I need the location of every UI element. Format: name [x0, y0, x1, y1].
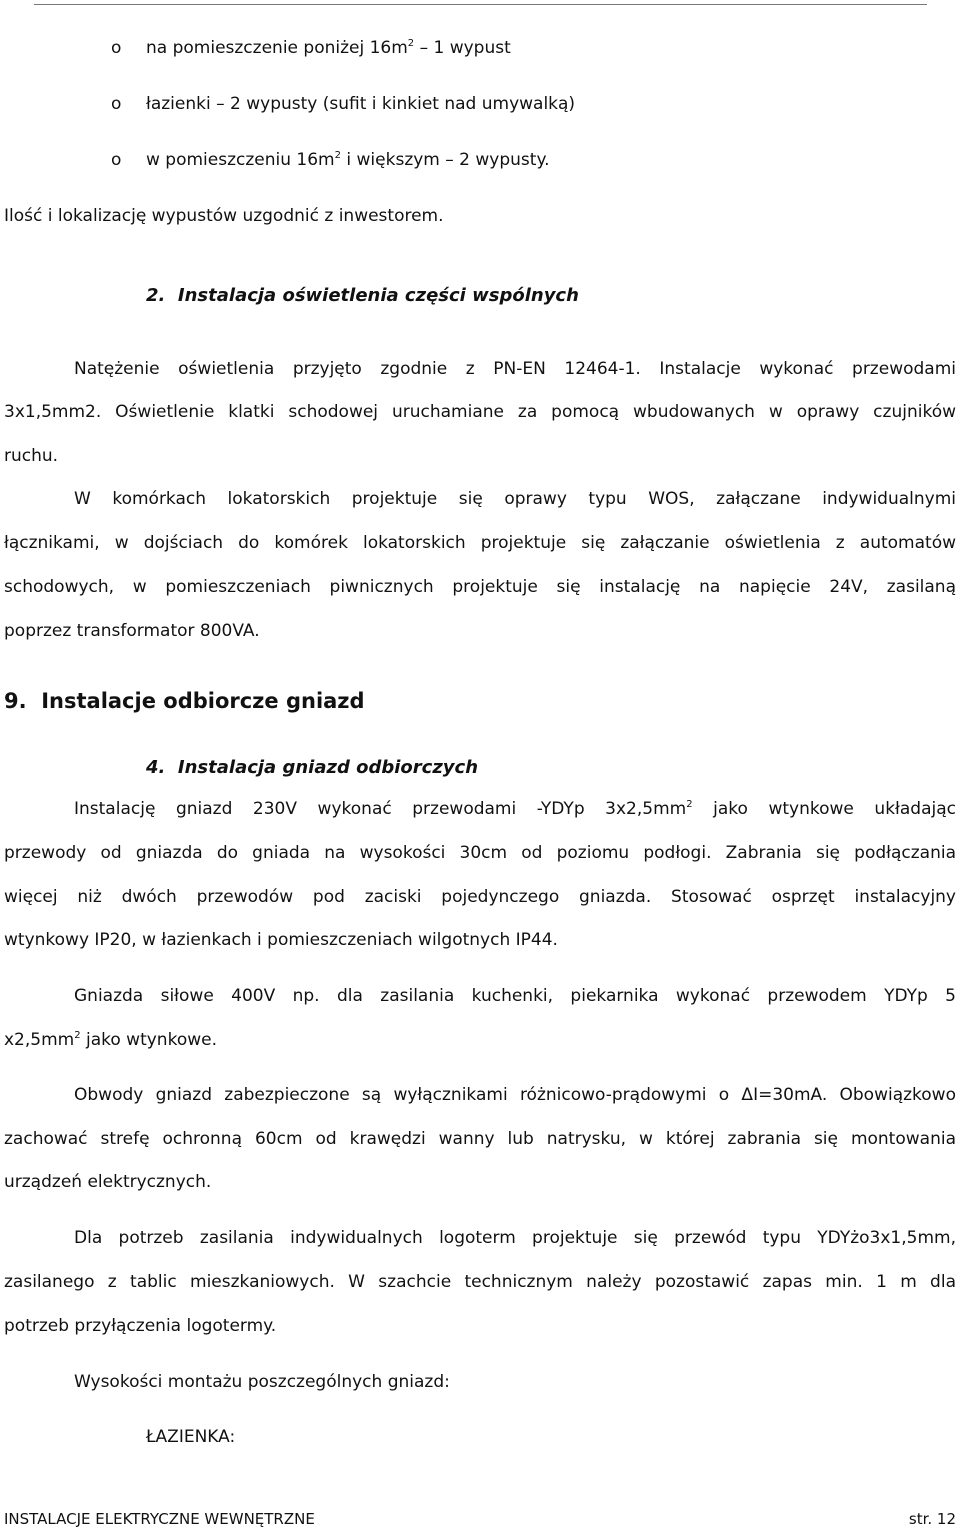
- text-line: zasilanego z tablic mieszkaniowych. W szachcie technicznym należy pozostawić zapas min. 1 m dla: [4, 1272, 956, 1292]
- text-line: łącznikami, w dojściach do komórek lokatorskich projektuje się załączanie oświetlenia z automatów: [4, 533, 956, 553]
- bullet-marker: o: [111, 38, 122, 58]
- bullet-marker: o: [111, 94, 122, 114]
- header-rule: [34, 4, 927, 5]
- text-line: Natężenie oświetlenia przyjęto zgodnie z PN-EN 12464-1. Instalacje wykonać przewodami: [74, 359, 956, 379]
- text-line: ruchu.: [4, 446, 59, 466]
- text-line: zachować strefę ochronną 60cm od krawędzi wanny lub natrysku, w której zabrania się montowania: [4, 1129, 956, 1149]
- text-line: urządzeń elektrycznych.: [4, 1172, 212, 1192]
- text-line: Instalację gniazd 230V wykonać przewodami -YDYp $3x2,5mm^2$ jako wtynkowe układając: [74, 799, 956, 819]
- text-line: $x2,5mm^2$ jako wtynkowe.: [4, 1030, 217, 1050]
- text-line: poprzez transformator 800VA.: [4, 621, 260, 641]
- list-item-text: łazienki – 2 wypusty (sufit i kinkiet nad umywalką): [146, 94, 576, 114]
- section-heading-socket-circuits: 4. Instalacja gniazd odbiorczych: [146, 757, 479, 778]
- text-line: potrzeb przyłączenia logotermy.: [4, 1316, 277, 1336]
- footer-page-number: str. 12: [908, 1510, 956, 1528]
- text-line: więcej niż dwóch przewodów pod zaciski pojedynczego gniazda. Stosować osprzęt instalacyjny: [4, 887, 956, 907]
- subheading-bathroom: ŁAZIENKA:: [146, 1427, 236, 1447]
- text-line: W komórkach lokatorskich projektuje się oprawy typu WOS, załączane indywidualnymi: [74, 489, 956, 509]
- paragraph-wypusty: Ilość i lokalizację wypustów uzgodnić z inwestorem.: [4, 206, 444, 226]
- paragraph-mounting-heights: Wysokości montażu poszczególnych gniazd:: [74, 1372, 450, 1392]
- section-heading-socket-installations: 9. Instalacje odbiorcze gniazd: [4, 689, 365, 713]
- section-heading-lighting-common: 2. Instalacja oświetlenia części wspólnych: [146, 285, 579, 306]
- bullet-marker: o: [111, 150, 122, 170]
- list-item-text: w pomieszczeniu $16m^2$ i większym – 2 wypusty.: [146, 150, 550, 170]
- footer-title: INSTALACJE ELEKTRYCZNE WEWNĘTRZNE: [4, 1510, 315, 1528]
- text-line: schodowych, w pomieszczeniach piwnicznych projektuje się instalację na napięcie 24V, zasilaną: [4, 577, 956, 597]
- text-line: przewody od gniazda do gniada na wysokości 30cm od poziomu podłogi. Zabrania się podłączania: [4, 843, 956, 863]
- text-line: 3x1,5mm2. Oświetlenie klatki schodowej uruchamiane za pomocą wbudowanych w oprawy czujników: [4, 402, 956, 422]
- list-item-text: na pomieszczenie poniżej $16m^2 - 1$ wypust: [146, 38, 511, 58]
- text-line: wtynkowy IP20, w łazienkach i pomieszczeniach wilgotnych IP44.: [4, 930, 558, 950]
- text-line: Gniazda siłowe 400V np. dla zasilania kuchenki, piekarnika wykonać przewodem YDYp 5: [74, 986, 956, 1006]
- text-line: Obwody gniazd zabezpieczone są wyłącznikami różnicowo-prądowymi o ΔI=30mA. Obowiązkowo: [74, 1085, 956, 1105]
- text-line: Dla potrzeb zasilania indywidualnych logoterm projektuje się przewód typu YDYżo3x1,5mm,: [74, 1228, 956, 1248]
